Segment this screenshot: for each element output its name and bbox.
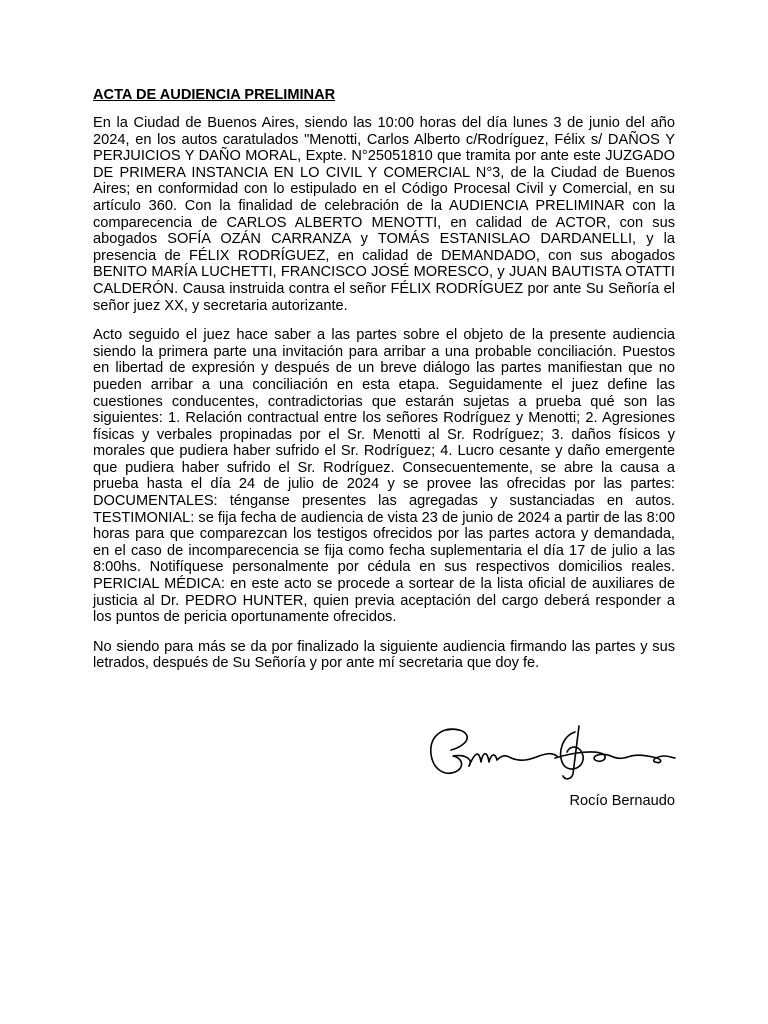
paragraph-opening: En la Ciudad de Buenos Aires, siendo las 10:00 horas del día lunes 3 de junio del año 2024, en los autos caratulados "Menotti, Carlos Alberto c/Rodríguez, Félix s/ DAÑOS Y PERJUICIOS Y DAÑO MORAL, Expte. N°25051810 que tramita por ante este JUZGADO DE PRIMERA INSTANCIA EN LO CIVIL Y COMERCIAL N°3, de la Ciudad de Buenos Aires; en conformidad con lo estipulado en el Código Procesal Civil y Comercial, en su artículo 360. Con la finalidad de celebración de la AUDIENCIA PRELIMINAR con la comparecencia de CARLOS ALBERTO MENOTTI, en calidad de ACTOR, con sus abogados SOFÍA OZÁN CARRANZA y TOMÁS ESTANISLAO DARDANELLI, y la presencia de FÉLIX RODRÍGUEZ, en calidad de DEMANDADO, con sus abogados BENITO MARÍA LUCHETTI, FRANCISCO JOSÉ MORESCO, y JUAN BAUTISTA OTATTI CALDERÓN. Causa instruida contra el señor FÉLIX RODRÍGUEZ por ante Su Señoría el señor juez XX, y secretaria autorizante. bbox=[93, 115, 675, 314]
paragraph-closing: No siendo para más se da por finalizado la siguiente audiencia firmando las partes y sus letrados, después de Su Señoría y por ante mí secretaria que doy fe. bbox=[93, 638, 675, 672]
handwritten-signature bbox=[425, 722, 677, 784]
signer-name: Rocío Bernaudo bbox=[569, 793, 675, 809]
paragraph-proceedings: Acto seguido el juez hace saber a las partes sobre el objeto de la presente audiencia siendo la primera parte una invitación para arribar a una probable conciliación. Puestos en libertad de expresión y después de un breve diálogo las partes manifiestan que no pueden arribar a una conciliación en esta etapa. Seguidamente el juez define las cuestiones conducentes, contradictorias que estarán sujetas a prueba qué son las siguientes: 1. Relación contractual entre los señores Rodríguez y Menotti; 2. Agresiones físicas y verbales propinadas por el Sr. Menotti al Sr. Rodríguez; 3. daños físicos y morales que pudiera haber sufrido el Sr. Rodríguez; 4. Lucro cesante y daño emergente que pudiera haber sufrido el Sr. Rodríguez. Consecuentemente, se abre la causa a prueba hasta el día 24 de julio de 2024 y se provee las ofrecidas por las partes: DOCUMENTALES: ténganse presentes las agregadas y sustanciadas en autos. TESTIMONIAL: se fija fecha de audiencia de vista 23 de junio de 2024 a partir de las 8:00 horas para que comparezcan los testigos ofrecidos por las partes actora y demandada, en el caso de incomparecencia se fija como fecha suplementaria el día 17 de julio a las 8:00hs. Notifíquese personalmente por cédula en sus respectivos domicilios reales. PERICIAL MÉDICA: en este acto se procede a sortear de la lista oficial de auxiliares de justicia al Dr. PEDRO HUNTER, quien previa aceptación del cargo deberá responder a los puntos de pericia oportunamente ofrecidos. bbox=[93, 327, 675, 626]
document-title: ACTA DE AUDIENCIA PRELIMINAR bbox=[93, 87, 336, 103]
document-body bbox=[93, 86, 675, 685]
